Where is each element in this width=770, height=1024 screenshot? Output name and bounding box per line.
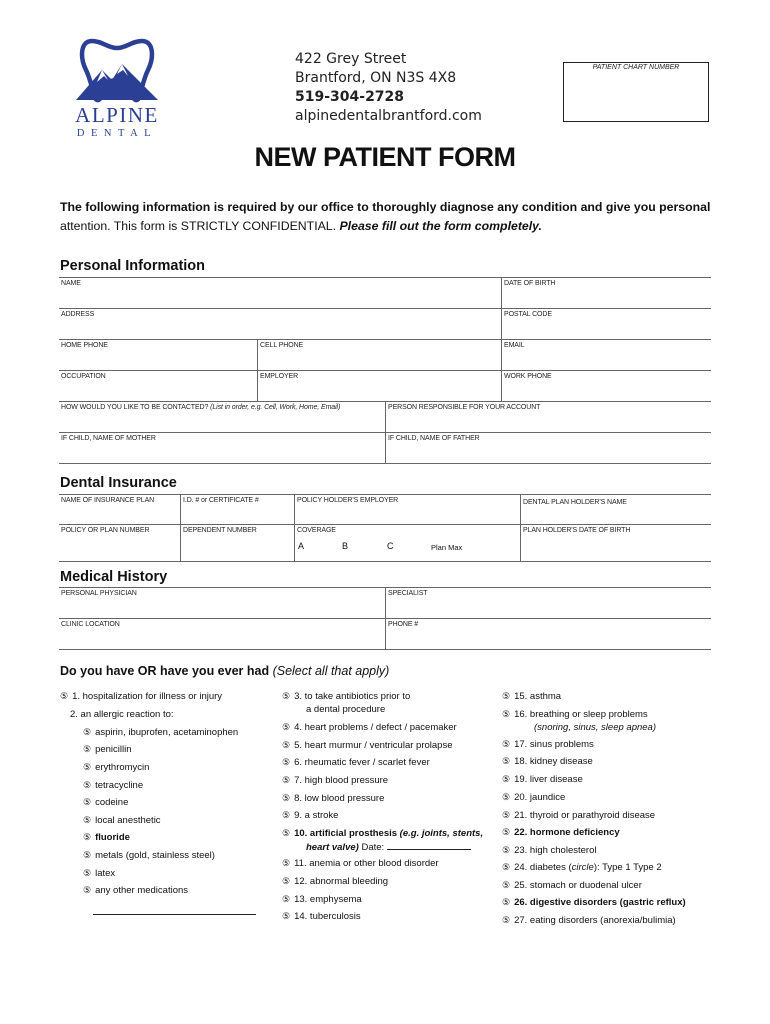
checklist-item: 2. an allergic reaction to: <box>70 709 174 720</box>
checklist-column-1 <box>60 690 270 930</box>
checklist-item[interactable]: ⑤ 4. heart problems / defect / pacemaker <box>282 722 457 733</box>
section-medical-history: Medical History <box>60 569 168 585</box>
checklist-item[interactable]: ⑤ latex <box>83 868 116 879</box>
cell-phone-field[interactable]: CELL PHONE <box>257 340 501 370</box>
checklist-item[interactable]: ⑤ fluoride <box>83 832 130 843</box>
employer-field[interactable]: EMPLOYER <box>257 371 501 401</box>
dependent-number-field[interactable]: DEPENDENT NUMBER <box>180 525 294 561</box>
checklist-item[interactable]: ⑤ tetracycline <box>83 780 144 791</box>
insurance-plan-name-field[interactable]: NAME OF INSURANCE PLAN <box>61 497 155 504</box>
checklist-item[interactable]: ⑤ 14. tuberculosis <box>282 911 361 922</box>
personal-info-grid <box>59 277 711 464</box>
form-row <box>59 340 711 371</box>
clinic-location-field[interactable]: CLINIC LOCATION <box>61 621 120 628</box>
contact-block <box>295 50 482 126</box>
patient-chart-number-box[interactable] <box>563 62 709 122</box>
intro-bold: The following information is required by our office to thoroughly diagnose any condition and give you personal <box>60 200 711 214</box>
checklist-column-2 <box>282 690 497 930</box>
checklist-item[interactable]: ⑤ 23. high cholesterol <box>502 845 597 856</box>
checklist-item[interactable]: ⑤ 17. sinus problems <box>502 739 594 750</box>
form-row <box>59 309 711 340</box>
medical-history-grid <box>59 587 711 650</box>
clinic-logo <box>62 36 172 144</box>
section-dental-insurance: Dental Insurance <box>60 475 177 491</box>
checklist-item[interactable]: ⑤ 9. a stroke <box>282 810 339 821</box>
form-row <box>59 433 711 464</box>
form-row <box>59 371 711 402</box>
specialist-field[interactable]: SPECIALIST <box>385 588 711 618</box>
checklist-item[interactable]: ⑤ 13. emphysema <box>282 894 362 905</box>
form-row <box>59 278 711 309</box>
other-medications-line[interactable] <box>93 905 256 919</box>
checklist-column-3 <box>502 690 712 930</box>
checklist-item[interactable]: ⑤ 1. hospitalization for illness or injury <box>60 691 223 702</box>
home-phone-field[interactable]: HOME PHONE <box>61 342 108 349</box>
policy-holder-employer-field[interactable]: POLICY HOLDER'S EMPLOYER <box>294 495 520 524</box>
occupation-field[interactable]: OCCUPATION <box>61 373 106 380</box>
form-title: NEW PATIENT FORM <box>254 142 516 172</box>
checklist-item[interactable]: ⑤ 3. to take antibiotics prior to <box>282 691 411 702</box>
checklist-item[interactable]: ⑤ 19. liver disease <box>502 774 583 785</box>
checklist-item[interactable]: ⑤ 7. high blood pressure <box>282 775 389 786</box>
dental-insurance-grid <box>59 494 711 562</box>
plan-max[interactable]: Plan Max <box>431 543 463 552</box>
responsible-person-field[interactable]: PERSON RESPONSIBLE FOR YOUR ACCOUNT <box>385 402 711 432</box>
clinic-website: alpinedentalbrantford.com <box>295 108 482 124</box>
checklist-item[interactable]: heart valve) Date: <box>306 840 471 854</box>
coverage-field[interactable]: COVERAGE A B C Plan Max <box>294 525 520 561</box>
checklist-item[interactable]: ⑤ 22. hormone deficiency <box>502 827 620 838</box>
checklist-item[interactable]: ⑤ 10. artificial prosthesis (e.g. joints, stents, <box>282 828 484 839</box>
mother-name-field[interactable]: IF CHILD, NAME OF MOTHER <box>61 435 156 442</box>
physician-field[interactable]: PERSONAL PHYSICIAN <box>61 590 137 597</box>
date-of-birth-field[interactable]: DATE OF BIRTH <box>501 278 711 308</box>
checklist-item[interactable]: ⑤ erythromycin <box>83 762 150 773</box>
name-field[interactable]: NAME <box>61 280 81 287</box>
checklist-item[interactable]: ⑤ 18. kidney disease <box>502 756 593 767</box>
checklist-item[interactable]: ⑤ 5. heart murmur / ventricular prolapse <box>282 740 453 751</box>
city-address: Brantford, ON N3S 4X8 <box>295 70 457 86</box>
checklist-item[interactable]: ⑤ metals (gold, stainless steel) <box>83 850 215 861</box>
plan-holder-name-field[interactable]: DENTAL PLAN HOLDER'S NAME <box>520 495 711 524</box>
father-name-field[interactable]: IF CHILD, NAME OF FATHER <box>385 433 711 463</box>
checklist-item[interactable]: ⑤ 12. abnormal bleeding <box>282 876 389 887</box>
intro-paragraph <box>60 198 720 236</box>
coverage-a[interactable]: A <box>298 541 305 551</box>
contact-preference-field[interactable]: HOW WOULD YOU LIKE TO BE CONTACTED? (List in order, e.g. Cell, Work, Home, Email) <box>61 404 341 411</box>
checklist-item[interactable]: ⑤ 16. breathing or sleep problems <box>502 709 648 720</box>
checklist-item[interactable]: ⑤ codeine <box>83 797 129 808</box>
street-address: 422 Grey Street <box>295 51 407 67</box>
checklist-item[interactable]: ⑤ penicillin <box>83 744 132 755</box>
checklist-item[interactable]: ⑤ 27. eating disorders (anorexia/bulimia) <box>502 915 676 926</box>
checklist-item[interactable]: ⑤ 20. jaundice <box>502 792 566 803</box>
form-row <box>59 619 711 650</box>
intro-emphasis: Please fill out the form completely. <box>339 219 542 233</box>
logo-wordmark: ALPINE <box>75 103 159 127</box>
checklist-item[interactable]: ⑤ any other medications <box>83 885 189 896</box>
policy-number-field[interactable]: POLICY OR PLAN NUMBER <box>61 527 150 534</box>
tooth-mountain-icon <box>62 36 172 106</box>
checklist-item[interactable]: ⑤ 26. digestive disorders (gastric reflux) <box>502 897 686 908</box>
checklist-item[interactable]: ⑤ 25. stomach or duodenal ulcer <box>502 880 642 891</box>
section-personal-information: Personal Information <box>60 258 206 274</box>
plan-holder-dob-field[interactable]: PLAN HOLDER'S DATE OF BIRTH <box>520 525 711 561</box>
checklist-item[interactable]: ⑤ local anesthetic <box>83 815 161 826</box>
work-phone-field[interactable]: WORK PHONE <box>501 371 711 401</box>
checklist-item[interactable]: ⑤ 8. low blood pressure <box>282 793 385 804</box>
checklist-item[interactable]: ⑤ 15. asthma <box>502 691 562 702</box>
form-row <box>59 402 711 433</box>
chart-number-label: PATIENT CHART NUMBER <box>592 64 680 71</box>
checklist-item[interactable]: ⑤ 11. anemia or other blood disorder <box>282 858 439 869</box>
postal-code-field[interactable]: POSTAL CODE <box>501 309 711 339</box>
coverage-c[interactable]: C <box>387 541 394 551</box>
coverage-b[interactable]: B <box>342 541 349 551</box>
clinic-phone: 519-304-2728 <box>295 89 405 105</box>
intro-normal: attention. This form is STRICTLY CONFIDENTIAL. <box>60 219 340 233</box>
address-field[interactable]: ADDRESS <box>61 311 95 318</box>
checklist-item[interactable]: ⑤ 6. rheumatic fever / scarlet fever <box>282 757 430 768</box>
medical-phone-field[interactable]: PHONE # <box>385 619 711 649</box>
checklist-item: (snoring, sinus, sleep apnea) <box>534 722 656 733</box>
checklist-item: a dental procedure <box>306 704 386 715</box>
form-row <box>59 588 711 619</box>
logo-subtitle: DENTAL <box>76 128 158 139</box>
form-row <box>59 495 711 525</box>
checklist-item[interactable]: ⑤ aspirin, ibuprofen, acetaminophen <box>83 727 239 738</box>
checklist-item[interactable]: ⑤ 24. diabetes (circle): Type 1 Type 2 <box>502 862 662 873</box>
form-row <box>59 525 711 562</box>
checklist-item[interactable]: ⑤ 21. thyroid or parathyroid disease <box>502 810 656 821</box>
certificate-number-field[interactable]: I.D. # or CERTIFICATE # <box>180 495 294 524</box>
email-field[interactable]: EMAIL <box>501 340 711 370</box>
checklist-heading: Do you have OR have you ever had (Select all that apply) <box>60 664 390 678</box>
